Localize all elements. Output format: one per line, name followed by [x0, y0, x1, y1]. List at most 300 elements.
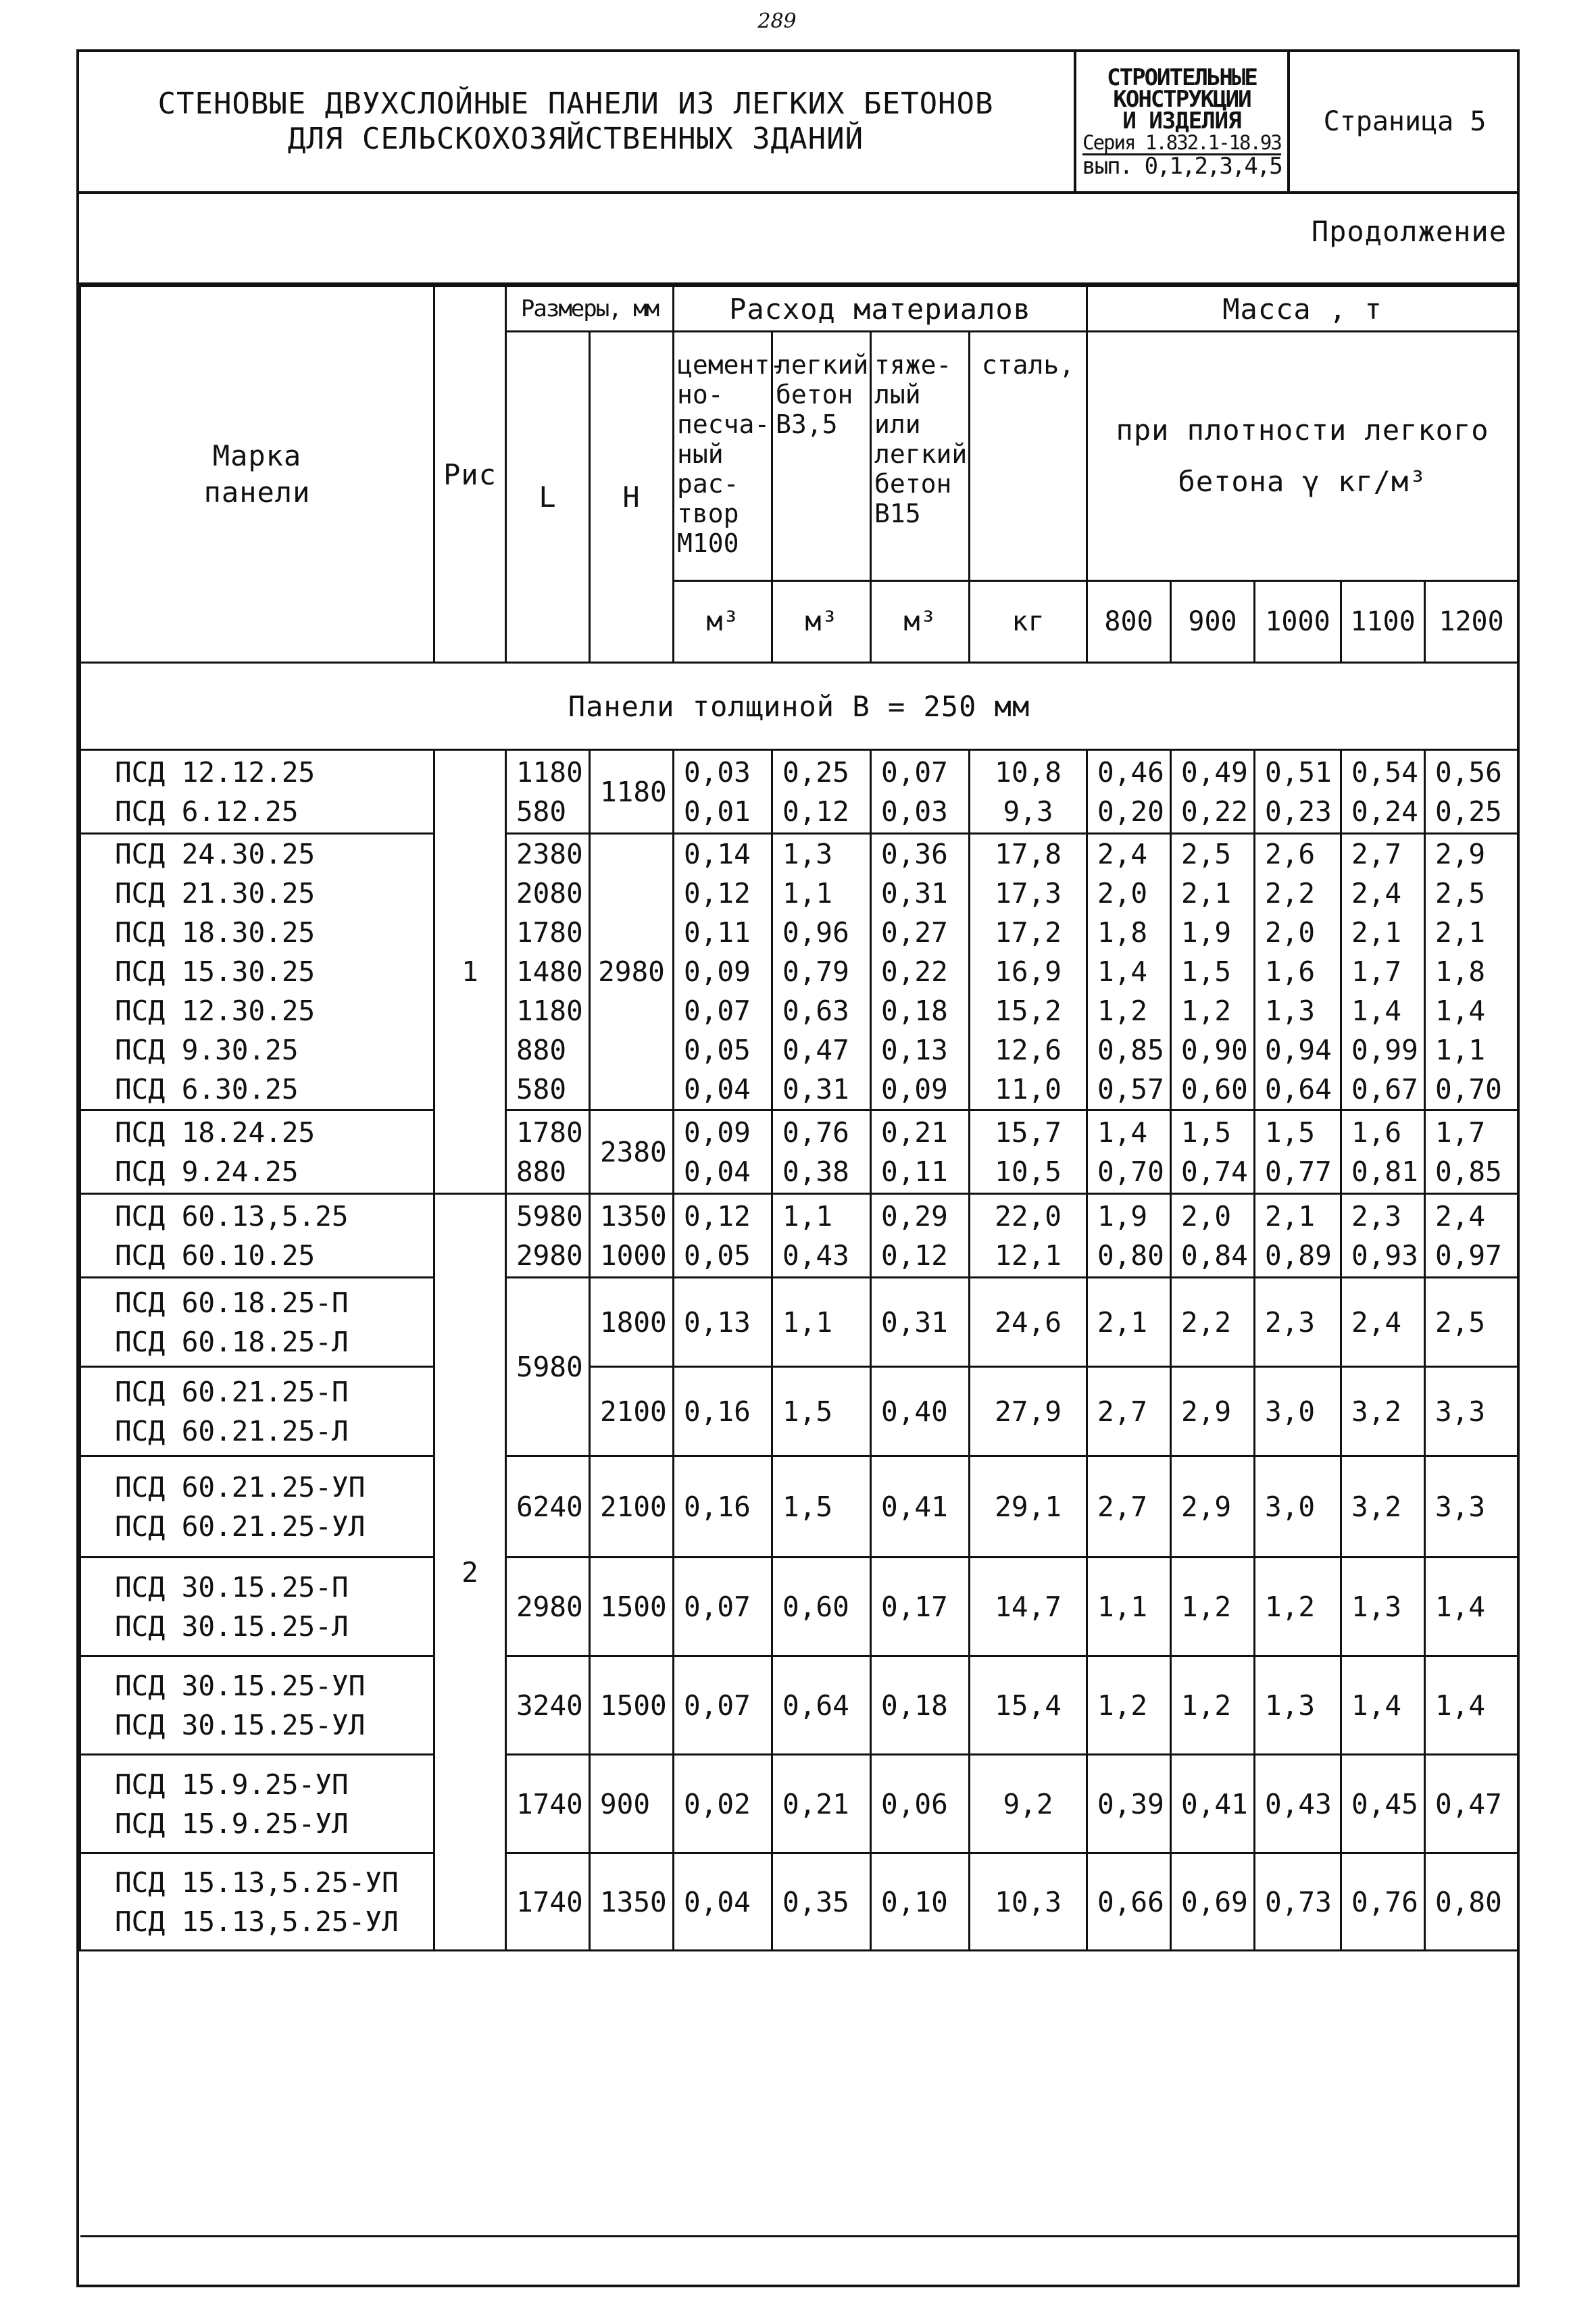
value-m1000-value: 0,73	[1265, 1885, 1332, 1918]
value-steel-value: 12,6	[995, 1034, 1062, 1066]
value-heavy-value: 0,31	[881, 877, 948, 910]
value-light-value: 1,1	[782, 877, 833, 910]
value-steel-stack	[970, 1883, 1086, 1922]
value-m900-stack	[1181, 1392, 1253, 1431]
value-m1200	[1425, 1110, 1518, 1194]
value-m1100-stack	[1351, 1487, 1424, 1526]
value-m1000-stack	[1265, 1587, 1340, 1626]
value-cement-value: 0,13	[684, 1305, 751, 1339]
size-L	[506, 1278, 590, 1456]
value-m1200-value: 1,1	[1435, 1034, 1486, 1066]
value-m1200-stack	[1435, 1587, 1517, 1626]
value-light-value: 0,96	[782, 916, 849, 949]
panel-mark	[80, 1278, 434, 1367]
value-m900-value: 0,22	[1181, 795, 1248, 828]
panel-mark-value: ПСД 12.30.25	[115, 995, 316, 1027]
value-m1200-stack	[1435, 1303, 1517, 1342]
col-light-concrete-header: легкий бетон В3,5	[772, 332, 871, 581]
size-L-value: 2380	[516, 838, 583, 870]
value-light-stack	[782, 1487, 870, 1526]
value-m1100-stack	[1351, 1197, 1424, 1275]
panel-mark-stack	[115, 835, 433, 1109]
value-light	[772, 1456, 871, 1558]
continued-label: Продолжение	[1311, 215, 1507, 248]
density-800: 800	[1087, 581, 1171, 663]
value-m800	[1087, 834, 1171, 1110]
value-m800-value: 2,0	[1097, 877, 1148, 910]
value-light-stack	[782, 1113, 870, 1191]
value-m900-stack	[1181, 835, 1253, 1109]
series-line-3: И ИЗДЕЛИЯ	[1122, 107, 1241, 134]
value-cement-value: 0,04	[684, 1073, 751, 1105]
table-row	[80, 1558, 1518, 1656]
panel-mark-value: ПСД 60.18.25-П	[115, 1286, 349, 1319]
value-m1200-value: 2,5	[1435, 877, 1486, 910]
value-cement	[674, 1278, 772, 1367]
value-m1200-stack	[1435, 1487, 1517, 1526]
value-m1100-stack	[1351, 1785, 1424, 1824]
value-light-value: 1,1	[782, 1199, 833, 1233]
value-m900-stack	[1181, 1303, 1253, 1342]
value-heavy-value: 0,13	[881, 1034, 948, 1066]
unit-steel: кг	[970, 581, 1087, 663]
panel-mark	[80, 1367, 434, 1456]
value-m1200-value: 0,25	[1435, 795, 1502, 828]
col-density-header	[1087, 332, 1518, 581]
value-m900-value: 2,9	[1181, 1395, 1232, 1428]
value-cement-stack	[684, 835, 771, 1109]
value-m1000-value: 0,23	[1265, 795, 1332, 828]
value-cement-value: 0,04	[684, 1155, 751, 1188]
value-light-value: 0,63	[782, 995, 849, 1027]
panel-mark-stack	[115, 753, 433, 831]
size-H-stack	[600, 1487, 672, 1526]
value-m1100-value: 0,54	[1351, 755, 1418, 789]
value-light-value: 0,25	[782, 755, 849, 789]
value-m1000-stack	[1265, 1686, 1340, 1725]
value-cement-value: 0,05	[684, 1034, 751, 1066]
value-m1000	[1255, 1194, 1341, 1278]
value-m1000-value: 2,0	[1265, 916, 1316, 949]
page-number: 289	[757, 9, 797, 33]
value-m1200-stack	[1435, 1883, 1517, 1922]
table-row	[80, 1755, 1518, 1853]
unit-light: м³	[772, 581, 871, 663]
header-divider	[79, 191, 1517, 194]
panel-mark-value: ПСД 30.15.25-П	[115, 1570, 349, 1603]
size-L-value: 2980	[516, 1590, 583, 1623]
panel-mark-value: ПСД 6.12.25	[115, 795, 299, 828]
col-heavy-concrete-header: тяже-лый или легкий бетон В15	[871, 332, 970, 581]
panel-mark-value: ПСД 30.15.25-Л	[115, 1610, 349, 1643]
value-m1000-stack	[1265, 1785, 1340, 1824]
value-light	[772, 1755, 871, 1853]
value-m900	[1171, 750, 1255, 834]
value-m800-value: 0,66	[1097, 1885, 1164, 1918]
size-L-value: 880	[516, 1155, 567, 1188]
value-light-value: 1,3	[782, 838, 833, 870]
value-cement	[674, 1853, 772, 1951]
value-cement-stack	[684, 1686, 771, 1725]
value-heavy	[871, 1853, 970, 1951]
panel-mark-stack	[115, 1468, 433, 1546]
value-steel-value: 15,7	[995, 1116, 1062, 1149]
value-cement	[674, 1367, 772, 1456]
size-H-value: 2100	[600, 1490, 667, 1523]
size-H-stack	[600, 1883, 672, 1922]
value-m800-stack	[1097, 1197, 1170, 1275]
size-L	[506, 834, 590, 1110]
panel-mark	[80, 1194, 434, 1278]
value-steel-stack	[970, 1686, 1086, 1725]
value-m1000-value: 2,1	[1265, 1199, 1316, 1233]
size-H-value: 1350	[600, 1885, 667, 1918]
value-cement-value: 0,14	[684, 838, 751, 870]
value-light-stack	[782, 1686, 870, 1725]
value-m1000-stack	[1265, 753, 1340, 831]
value-m1100-stack	[1351, 1587, 1424, 1626]
value-m900-value: 0,41	[1181, 1787, 1248, 1820]
value-m800-value: 1,2	[1097, 995, 1148, 1027]
col-materials-header: Расход материалов	[674, 287, 1087, 332]
size-L-value: 1740	[516, 1787, 583, 1820]
value-cement-value: 0,05	[684, 1239, 751, 1272]
panel-mark-stack	[115, 1113, 433, 1191]
panel-mark-stack	[115, 1765, 433, 1843]
value-steel	[970, 1367, 1087, 1456]
value-m1200-value: 1,7	[1435, 1116, 1486, 1149]
value-m800-value: 0,85	[1097, 1034, 1164, 1066]
value-heavy-stack	[881, 1392, 968, 1431]
value-steel	[970, 834, 1087, 1110]
value-steel-value: 14,7	[995, 1590, 1062, 1623]
value-heavy-value: 0,17	[881, 1590, 948, 1623]
value-m900	[1171, 1853, 1255, 1951]
value-steel-value: 15,2	[995, 995, 1062, 1027]
value-heavy-stack	[881, 1587, 968, 1626]
value-m1100-value: 1,7	[1351, 955, 1402, 988]
size-H-value: 1800	[600, 1305, 667, 1339]
document-title	[79, 52, 1072, 191]
value-light-stack	[782, 1587, 870, 1626]
size-L-stack	[516, 1883, 589, 1922]
value-m800-stack	[1097, 1392, 1170, 1431]
value-m1000-value: 1,5	[1265, 1116, 1316, 1149]
value-heavy-value: 0,41	[881, 1490, 948, 1523]
value-m800-stack	[1097, 1487, 1170, 1526]
value-cement	[674, 834, 772, 1110]
value-m1200-value: 3,3	[1435, 1395, 1486, 1428]
value-steel-stack	[970, 1392, 1086, 1431]
value-m1000	[1255, 1656, 1341, 1755]
panel-mark-value: ПСД 9.30.25	[115, 1034, 299, 1066]
value-m900-value: 2,5	[1181, 838, 1232, 870]
value-steel-value: 27,9	[995, 1395, 1062, 1428]
size-H-stack	[600, 1785, 672, 1824]
value-m1000-stack	[1265, 1113, 1340, 1191]
value-cement-value: 0,01	[684, 795, 751, 828]
value-heavy-stack	[881, 1785, 968, 1824]
value-light	[772, 750, 871, 834]
value-m800-stack	[1097, 753, 1170, 831]
value-m1000-value: 0,94	[1265, 1034, 1332, 1066]
value-heavy-value: 0,18	[881, 1689, 948, 1722]
value-m1000	[1255, 1853, 1341, 1951]
value-heavy	[871, 1278, 970, 1367]
value-light-value: 0,43	[782, 1239, 849, 1272]
value-m1200	[1425, 1558, 1518, 1656]
value-m800-stack	[1097, 1303, 1170, 1342]
value-m1000-value: 0,89	[1265, 1239, 1332, 1272]
col-mark-header	[80, 287, 434, 663]
size-L	[506, 1110, 590, 1194]
value-heavy	[871, 1367, 970, 1456]
panel-mark	[80, 1755, 434, 1853]
value-m900-value: 1,2	[1181, 995, 1232, 1027]
panel-mark-value: ПСД 15.13,5.25-УП	[115, 1866, 399, 1899]
value-heavy-value: 0,07	[881, 755, 948, 789]
figure-number: 2	[434, 1194, 506, 1951]
value-steel-value: 10,8	[995, 755, 1062, 789]
size-L-value: 1740	[516, 1885, 583, 1918]
value-steel-stack	[970, 1785, 1086, 1824]
value-m800-value: 0,46	[1097, 755, 1164, 789]
panel-mark-value: ПСД 9.24.25	[115, 1155, 299, 1188]
value-m800-value: 0,39	[1097, 1787, 1164, 1820]
value-m1200-stack	[1435, 1686, 1517, 1725]
value-m1100	[1341, 1853, 1425, 1951]
panel-mark	[80, 1656, 434, 1755]
value-m1000-value: 3,0	[1265, 1490, 1316, 1523]
value-steel-stack	[970, 1587, 1086, 1626]
size-H	[590, 1656, 674, 1755]
value-m800-value: 2,7	[1097, 1490, 1148, 1523]
size-H-stack	[600, 1132, 672, 1172]
value-m800-value: 1,2	[1097, 1689, 1148, 1722]
panel-mark-value: ПСД 15.30.25	[115, 955, 316, 988]
value-cement-stack	[684, 1392, 771, 1431]
value-m1100-value: 2,4	[1351, 877, 1402, 910]
value-m900-value: 1,5	[1181, 955, 1232, 988]
col-steel-header: сталь,	[970, 332, 1087, 581]
value-m800-stack	[1097, 1587, 1170, 1626]
value-m1000-value: 0,51	[1265, 755, 1332, 789]
value-cement-value: 0,12	[684, 877, 751, 910]
value-m1200	[1425, 1755, 1518, 1853]
value-light-value: 0,47	[782, 1034, 849, 1066]
value-m1100-value: 1,3	[1351, 1590, 1402, 1623]
panel-mark-stack	[115, 1197, 433, 1275]
value-m800	[1087, 1367, 1171, 1456]
panel-mark-value: ПСД 30.15.25-УП	[115, 1669, 366, 1702]
size-H	[590, 1367, 674, 1456]
value-m1000-value: 2,3	[1265, 1305, 1316, 1339]
value-heavy-value: 0,40	[881, 1395, 948, 1428]
value-m800	[1087, 1194, 1171, 1278]
value-light-value: 0,35	[782, 1885, 849, 1918]
value-heavy-value: 0,31	[881, 1305, 948, 1339]
value-cement-value: 0,02	[684, 1787, 751, 1820]
value-light	[772, 1656, 871, 1755]
value-cement-stack	[684, 1883, 771, 1922]
value-m800	[1087, 1755, 1171, 1853]
size-L-value: 1180	[516, 995, 583, 1027]
value-light-value: 0,76	[782, 1116, 849, 1149]
value-heavy	[871, 1755, 970, 1853]
table-row	[80, 1278, 1518, 1367]
size-L	[506, 1853, 590, 1951]
value-m1100-stack	[1351, 1883, 1424, 1922]
value-m1200-value: 1,4	[1435, 1590, 1486, 1623]
value-m1100-value: 0,45	[1351, 1787, 1418, 1820]
panel-mark-value: ПСД 15.9.25-УП	[115, 1768, 349, 1801]
value-light	[772, 1367, 871, 1456]
value-m1200	[1425, 834, 1518, 1110]
value-m1200-value: 2,1	[1435, 916, 1486, 949]
value-m900	[1171, 1194, 1255, 1278]
value-m900-value: 0,74	[1181, 1155, 1248, 1188]
value-m1200	[1425, 1456, 1518, 1558]
value-light-stack	[782, 753, 870, 831]
table-row	[80, 1367, 1518, 1456]
value-m1200-value: 1,4	[1435, 995, 1486, 1027]
size-H	[590, 750, 674, 834]
value-light-stack	[782, 1785, 870, 1824]
size-H-stack	[600, 772, 672, 812]
value-m900-value: 0,90	[1181, 1034, 1248, 1066]
value-m900-stack	[1181, 1487, 1253, 1526]
size-L-value: 1480	[516, 955, 583, 988]
value-m1200	[1425, 750, 1518, 834]
value-m1100-value: 1,4	[1351, 1689, 1402, 1722]
col-mark-label: Марка панели	[203, 439, 311, 509]
value-m1200-value: 1,8	[1435, 955, 1486, 988]
value-cement	[674, 1656, 772, 1755]
value-m1200-value: 3,3	[1435, 1490, 1486, 1523]
size-H	[590, 1853, 674, 1951]
size-H-value: 900	[600, 1787, 651, 1820]
value-steel-value: 9,3	[1003, 795, 1053, 828]
size-L-stack	[516, 1785, 589, 1824]
density-1100: 1100	[1341, 581, 1425, 663]
value-m1200-stack	[1435, 1197, 1517, 1275]
value-m1100-value: 1,6	[1351, 1116, 1402, 1149]
value-m1200	[1425, 1853, 1518, 1951]
size-H-stack	[600, 1686, 672, 1725]
value-m800-value: 0,20	[1097, 795, 1164, 828]
value-steel	[970, 1558, 1087, 1656]
series-number: Серия 1.832.1-18.93	[1082, 130, 1281, 154]
value-light-stack	[782, 1197, 870, 1275]
value-m1000	[1255, 1456, 1341, 1558]
panel-mark-stack	[115, 1863, 433, 1941]
size-H-value: 1350	[600, 1199, 667, 1233]
value-heavy	[871, 1456, 970, 1558]
value-cement-value: 0,12	[684, 1199, 751, 1233]
value-steel-value: 16,9	[995, 955, 1062, 988]
size-L-value: 5980	[516, 1199, 583, 1233]
value-light-value: 0,31	[782, 1073, 849, 1105]
value-heavy-stack	[881, 1883, 968, 1922]
size-L-value: 2080	[516, 877, 583, 910]
size-H-value: 2380	[600, 1135, 667, 1168]
value-m1100-value: 3,2	[1351, 1395, 1402, 1428]
value-m900-value: 0,49	[1181, 755, 1248, 789]
value-m1000	[1255, 834, 1341, 1110]
value-steel	[970, 1853, 1087, 1951]
value-m800-value: 1,9	[1097, 1199, 1148, 1233]
panel-mark-value: ПСД 60.21.25-П	[115, 1375, 349, 1408]
blank-area	[80, 1951, 1518, 2237]
value-cement-stack	[684, 1303, 771, 1342]
value-m900-value: 0,84	[1181, 1239, 1248, 1272]
value-m800	[1087, 1853, 1171, 1951]
value-steel	[970, 1278, 1087, 1367]
value-light	[772, 1194, 871, 1278]
value-m1000	[1255, 750, 1341, 834]
value-steel-stack	[970, 753, 1086, 831]
size-L-value: 1180	[516, 755, 583, 789]
value-heavy-stack	[881, 835, 968, 1109]
value-m1100	[1341, 1755, 1425, 1853]
value-m1100	[1341, 1558, 1425, 1656]
value-cement-value: 0,16	[684, 1490, 751, 1523]
value-light	[772, 1278, 871, 1367]
value-steel-stack	[970, 1113, 1086, 1191]
value-m800	[1087, 1656, 1171, 1755]
panel-mark-value: ПСД 15.13,5.25-УЛ	[115, 1905, 399, 1938]
value-m800-stack	[1097, 1785, 1170, 1824]
value-m900-stack	[1181, 1113, 1253, 1191]
value-m1200-value: 1,4	[1435, 1689, 1486, 1722]
value-cement-value: 0,09	[684, 955, 751, 988]
size-H-stack	[600, 1587, 672, 1626]
value-m900	[1171, 1755, 1255, 1853]
value-m1100-stack	[1351, 1686, 1424, 1725]
value-m1100-value: 2,1	[1351, 916, 1402, 949]
value-steel	[970, 1656, 1087, 1755]
value-heavy-value: 0,12	[881, 1239, 948, 1272]
size-H-value: 1500	[600, 1590, 667, 1623]
size-H	[590, 1278, 674, 1367]
series-block	[1074, 52, 1290, 191]
value-heavy-value: 0,27	[881, 916, 948, 949]
value-cement	[674, 750, 772, 834]
size-H	[590, 1558, 674, 1656]
value-m1100-value: 0,24	[1351, 795, 1418, 828]
value-steel-value: 17,3	[995, 877, 1062, 910]
value-m1100-value: 2,4	[1351, 1305, 1402, 1339]
panel-mark-value: ПСД 24.30.25	[115, 838, 316, 870]
panel-mark-stack	[115, 1283, 433, 1362]
size-L-value: 3240	[516, 1689, 583, 1722]
size-L-stack	[516, 1487, 589, 1526]
value-m1100	[1341, 1110, 1425, 1194]
value-m1100-stack	[1351, 835, 1424, 1109]
title-line-2: ДЛЯ СЕЛЬСКОХОЗЯЙСТВЕННЫХ ЗДАНИЙ	[287, 122, 864, 156]
value-m1100	[1341, 1194, 1425, 1278]
value-heavy-value: 0,06	[881, 1787, 948, 1820]
value-heavy	[871, 1110, 970, 1194]
unit-heavy: м³	[871, 581, 970, 663]
value-m800-value: 1,4	[1097, 1116, 1148, 1149]
value-steel-value: 10,5	[995, 1155, 1062, 1188]
size-L-stack	[516, 1113, 589, 1191]
value-heavy-stack	[881, 1303, 968, 1342]
panel-mark-value: ПСД 30.15.25-УЛ	[115, 1708, 366, 1741]
value-m800	[1087, 750, 1171, 834]
value-m1000	[1255, 1278, 1341, 1367]
